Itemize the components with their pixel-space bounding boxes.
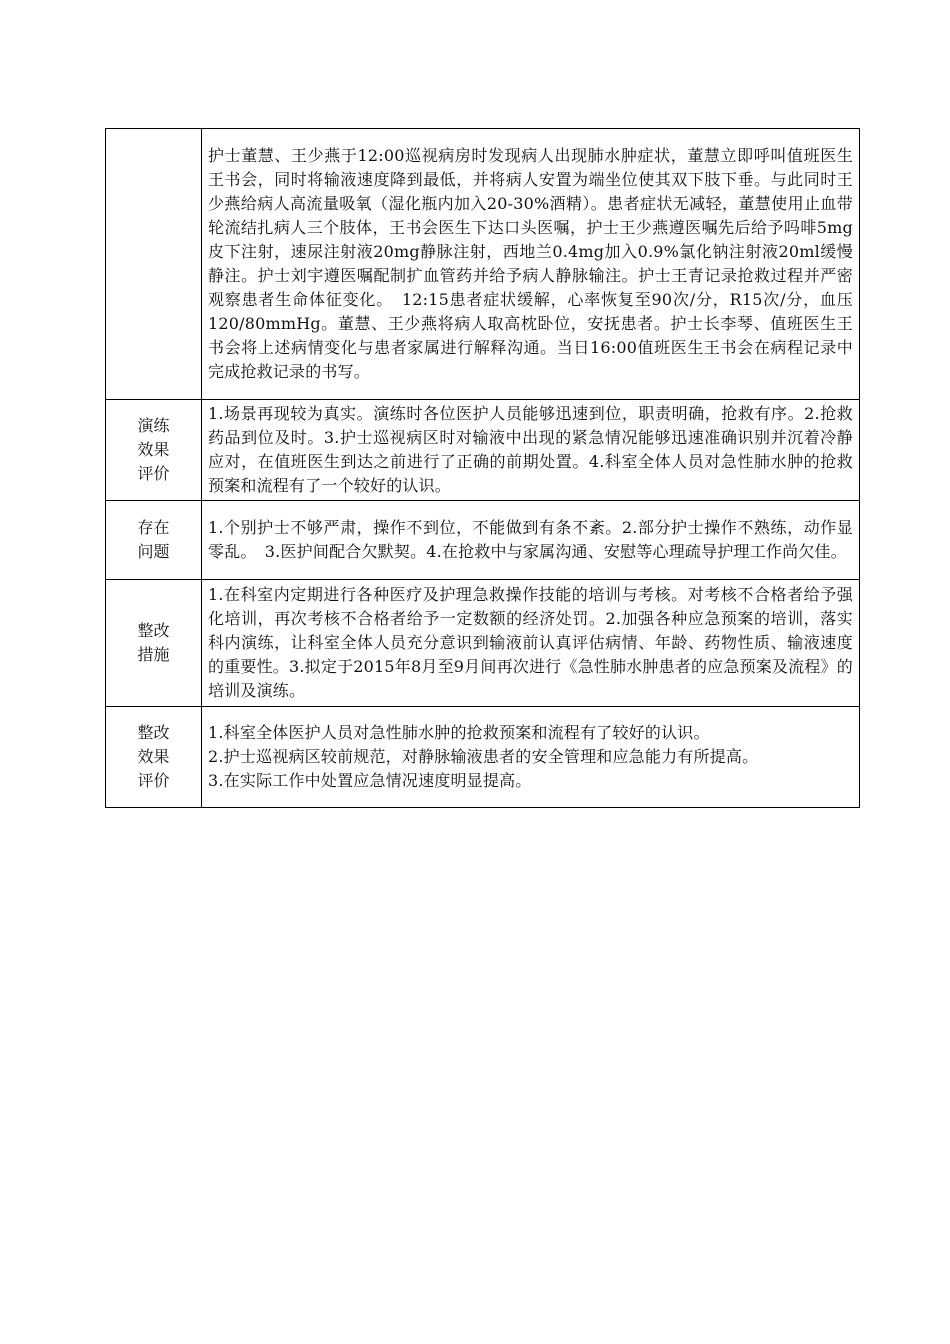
drill-evaluation-paragraph: 1.场景再现较为真实。演练时各位医护人员能够迅速到位，职责明确，抢救有序。2.抢救药品到位及时。3.护士巡视病区时对输液中出现的紧急情况能够迅速准确识别并沉着冷静应对，在值班医生到达之前进行了正确的前期处置。4.科室全体人员对急性肺水肿的抢救预案和流程有了一个较好的认识。	[208, 404, 853, 495]
label-line: 演练	[137, 416, 170, 435]
label-line: 效果	[137, 440, 170, 459]
scenario-content	[202, 129, 860, 400]
label-line: 整改	[137, 621, 170, 640]
table-row-existing-issues	[106, 501, 860, 580]
row-label-rectification-measures	[106, 580, 202, 707]
label-line: 问题	[137, 542, 170, 561]
rectification-measures-content	[202, 580, 860, 707]
rectification-effect-item: 2.护士巡视病区较前规范，对静脉输液患者的安全管理和应急能力有所提高。	[208, 747, 759, 766]
row-label-rectification-effect	[106, 707, 202, 808]
label-line: 存在	[137, 518, 170, 537]
row-label-empty	[106, 129, 202, 400]
label-line: 整改	[137, 723, 170, 742]
table-row-drill-evaluation	[106, 400, 860, 501]
table-row-rectification-effect	[106, 707, 860, 808]
rectification-effect-content	[202, 707, 860, 808]
label-line: 评价	[137, 464, 170, 483]
existing-issues-content	[202, 501, 860, 580]
rectification-effect-item: 1.科室全体医护人员对急性肺水肿的抢救预案和流程有了较好的认识。	[208, 723, 710, 742]
label-line: 措施	[137, 645, 170, 664]
rectification-effect-item: 3.在实际工作中处置应急情况速度明显提高。	[208, 771, 532, 790]
drill-evaluation-content	[202, 400, 860, 501]
label-line: 评价	[137, 771, 170, 790]
scenario-paragraph: 护士董慧、王少燕于12:00巡视病房时发现病人出现肺水肿症状，董慧立即呼叫值班医生王书会，同时将输液速度降到最低，并将病人安置为端坐位使其双下肢下垂。与此同时王少燕给病人高流量吸氧（湿化瓶内加入20-30%酒精）。患者症状无减轻，董慧使用止血带轮流结扎病人三个肢体，王书会医生下达口头医嘱，护士王少燕遵医嘱先后给予吗啡5mg皮下注射，速尿注射液20mg静脉注射，西地兰0.4mg加入0.9%氯化钠注射液20ml缓慢静注。护士刘宇遵医嘱配制扩血管药并给予病人静脉输注。护士王青记录抢救过程并严密观察患者生命体征变化。 12:15患者症状缓解，心率恢复至90次/分，R15次/分，血压120/80mmHg。董慧、王少燕将病人取高枕卧位，安抚患者。护士长李琴、值班医生王书会将上述病情变化与患者家属进行解释沟通。当日16:00值班医生王书会在病程记录中完成抢救记录的书写。	[208, 146, 853, 381]
table-row-scenario	[106, 129, 860, 400]
table-row-rectification-measures	[106, 580, 860, 707]
row-label-drill-evaluation	[106, 400, 202, 501]
existing-issues-paragraph: 1.个别护士不够严肃，操作不到位，不能做到有条不紊。2.部分护士操作不熟练，动作显零乱。 3.医护间配合欠默契。4.在抢救中与家属沟通、安慰等心理疏导护理工作尚欠佳。	[208, 518, 853, 561]
row-label-existing-issues	[106, 501, 202, 580]
drill-report-table	[105, 128, 860, 808]
rectification-measures-paragraph: 1.在科室内定期进行各种医疗及护理急救操作技能的培训与考核。对考核不合格者给予强化培训，再次考核不合格者给予一定数额的经济处罚。2.加强各种应急预案的培训，落实科内演练，让科室全体人员充分意识到输液前认真评估病情、年龄、药物性质、输液速度的重要性。3.拟定于2015年8月至9月间再次进行《急性肺水肿患者的应急预案及流程》的培训及演练。	[208, 585, 853, 700]
label-line: 效果	[137, 747, 170, 766]
